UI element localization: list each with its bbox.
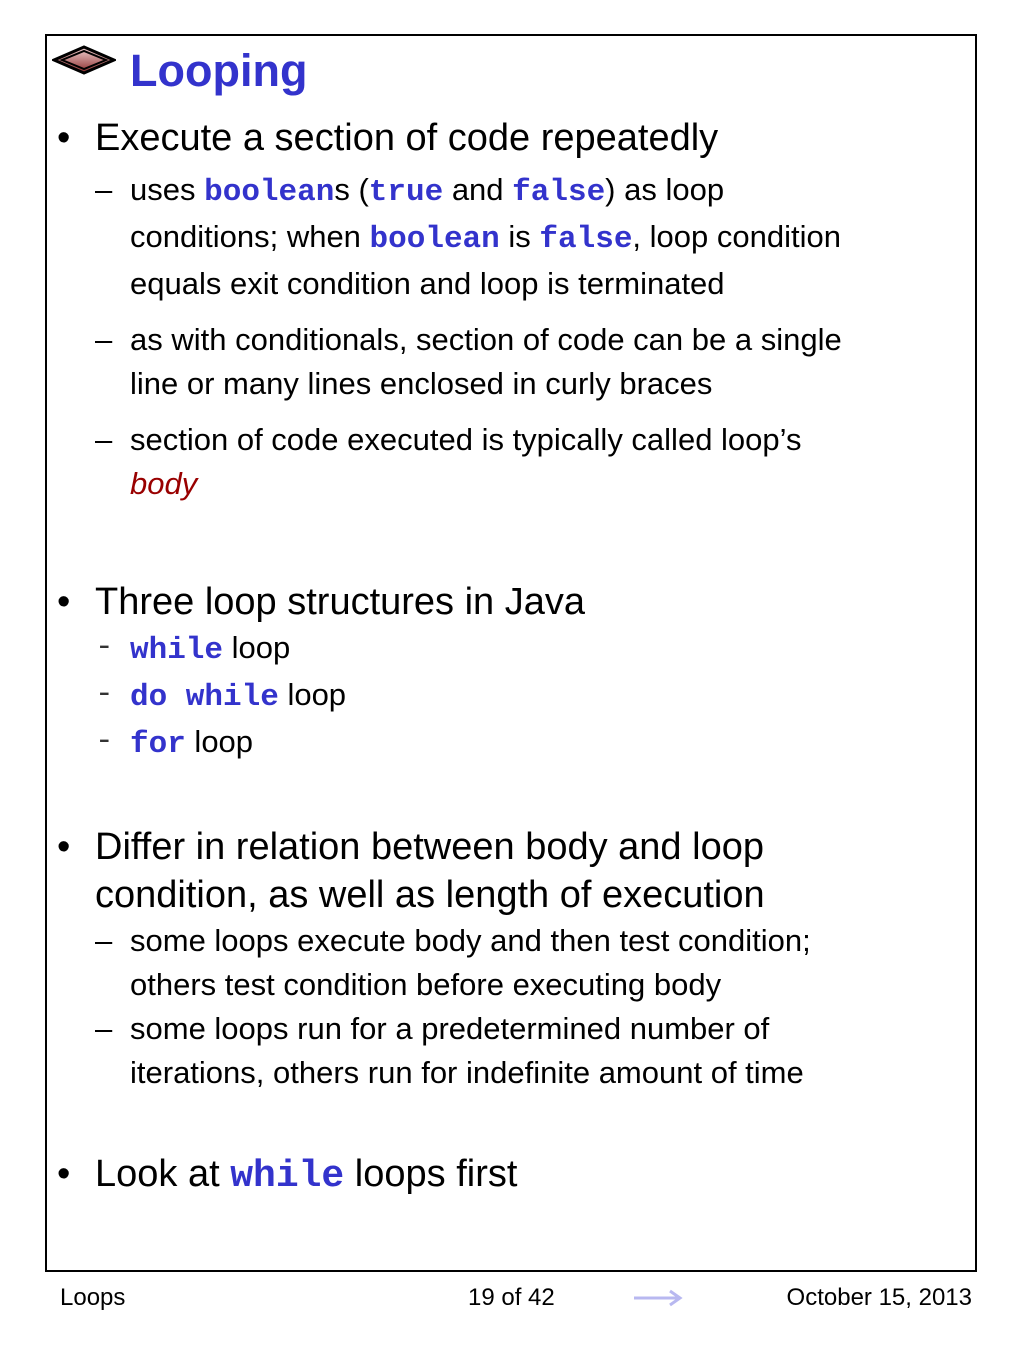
- code-false: false: [539, 222, 633, 257]
- text-run: and: [443, 172, 513, 207]
- sub-line: section of code executed is typically called loop’s: [130, 422, 802, 457]
- sub-line: line or many lines enclosed in curly braces: [130, 366, 713, 401]
- code-for: for: [130, 727, 186, 762]
- sub-line: [130, 215, 969, 262]
- slide-footer: [0, 1280, 1024, 1320]
- code-while: while: [230, 1155, 345, 1198]
- footer-date: October 15, 2013: [786, 1284, 972, 1311]
- sub-bullet-conditionals: [57, 318, 969, 406]
- text-run: conditions; when: [130, 219, 370, 254]
- bullet-text: Three loop structures in Java: [95, 581, 586, 623]
- sub-dash: -: [95, 724, 114, 759]
- sub-line: iterations, others run for indefinite amount of time: [130, 1055, 804, 1090]
- sub-line: [130, 168, 969, 215]
- code-boolean: boolean: [204, 175, 335, 210]
- sub-line: equals exit condition and loop is terminated: [130, 266, 725, 301]
- sub-bullet-for: [57, 720, 969, 767]
- sub-dash: -: [95, 630, 114, 665]
- bullet-line: condition, as well as length of execution: [95, 874, 765, 916]
- slide-frame: [45, 34, 977, 1272]
- sub-bullet-iterations: [57, 1007, 969, 1095]
- sub-bullet-while: [57, 626, 969, 673]
- sub-dash: -: [95, 677, 114, 712]
- bullet-dot: •: [57, 1153, 71, 1195]
- code-do-while: do while: [130, 680, 279, 715]
- bullet-line: Differ in relation between body and loop: [95, 826, 764, 868]
- bullet-dot: •: [57, 581, 71, 623]
- text-run: , loop condition: [632, 219, 841, 254]
- footer-page-number: 19 of 42: [468, 1284, 555, 1311]
- title-row: [52, 42, 307, 98]
- code-while: while: [130, 633, 224, 668]
- text-run: loops first: [344, 1153, 518, 1195]
- text-run: ) as loop: [605, 172, 725, 207]
- text-run: s (: [334, 172, 369, 207]
- code-false: false: [512, 175, 606, 210]
- sub-dash: –: [95, 422, 113, 457]
- text-run: loop: [185, 724, 254, 759]
- footer-section-title: Loops: [60, 1284, 126, 1311]
- sub-bullet-booleans: [57, 168, 969, 306]
- sub-line: some loops execute body and then test condition;: [130, 923, 811, 958]
- bullet-three-loops: [57, 578, 969, 626]
- sub-line: some loops run for a predetermined number of: [130, 1011, 770, 1046]
- code-boolean: boolean: [369, 222, 500, 257]
- bullet-text: Execute a section of code repeatedly: [95, 117, 719, 159]
- text-run: Look at: [95, 1153, 231, 1195]
- sub-bullet-do-while: [57, 673, 969, 720]
- bullet-differ: [57, 823, 969, 919]
- sub-bullet-test-order: [57, 919, 969, 1007]
- sub-dash: –: [95, 322, 113, 357]
- sub-dash: –: [95, 172, 113, 207]
- right-arrow-icon[interactable]: [632, 1288, 684, 1308]
- sub-dash: –: [95, 923, 113, 958]
- diamond-icon: [52, 45, 116, 75]
- emphasis-body: body: [130, 466, 198, 501]
- text-run: loop: [223, 630, 291, 665]
- slide-content: [57, 114, 969, 1201]
- sub-line: as with conditionals, section of code can be a single: [130, 322, 842, 357]
- bullet-look-at-while: [57, 1150, 969, 1201]
- bullet-dot: •: [57, 117, 71, 159]
- sub-dash: –: [95, 1011, 113, 1046]
- text-run: is: [499, 219, 540, 254]
- page-title: Looping: [130, 44, 308, 96]
- sub-line: others test condition before executing body: [130, 967, 722, 1002]
- sub-bullet-body: [57, 418, 969, 506]
- bullet-dot: •: [57, 826, 71, 868]
- bullet-execute: [57, 114, 969, 162]
- text-run: loop: [278, 677, 347, 712]
- code-true: true: [368, 175, 444, 210]
- text-run: uses: [130, 172, 205, 207]
